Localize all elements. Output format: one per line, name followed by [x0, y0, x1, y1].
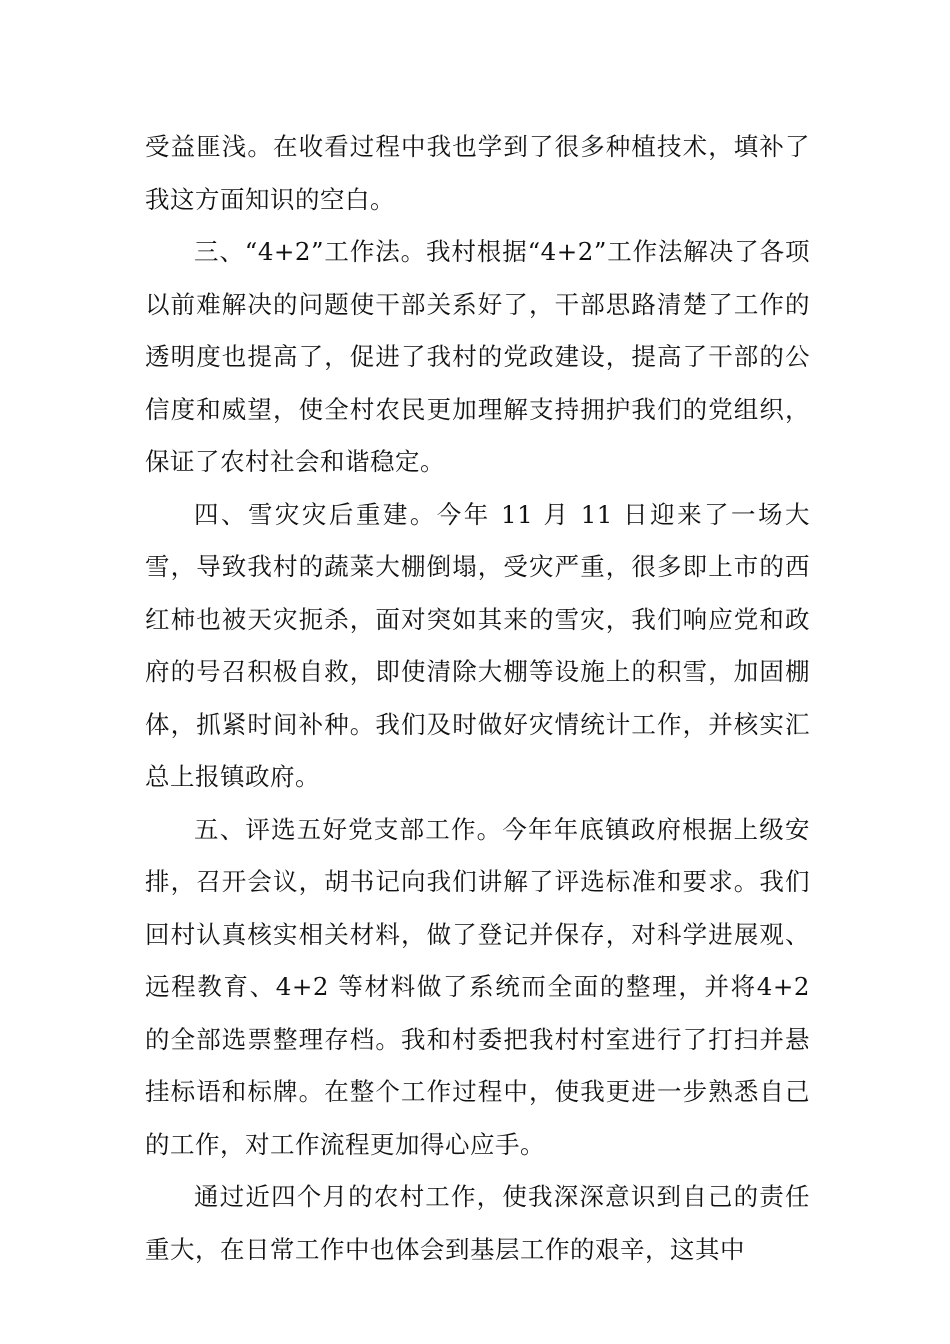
paragraph-section-four — [145, 489, 810, 804]
text-line: 悉自己的工作，对工作流程更加得心应手。 — [145, 1077, 811, 1159]
text-line: 通过近四个月的农村工作，使我深深意识到自己的责 — [194, 1182, 785, 1211]
text-line: 各项以前难解决的问题使干部关系好了，干部思路清楚了 — [145, 237, 811, 319]
text-line: 我们回村认真核实相关材料，做了登记并保存，对科学进 — [145, 867, 811, 949]
text-line: 工作的透明度也提高了，促进了我村的党政建设，提高了 — [145, 289, 811, 371]
paragraph-section-three — [145, 226, 810, 489]
text-line: 五、评选五好党支部工作。今年年底镇政府根据上级 — [194, 814, 785, 844]
text-line: 受益匪浅。在收看过程中我也学到了很多种植技术，填补 — [145, 132, 785, 161]
text-line: 并悬挂标语和标牌。在整个工作过程中，使我更进一步熟 — [145, 1024, 811, 1106]
text-line: 展观、远程教育、4+2 等材料做了系统而全面的整理，并将 — [145, 919, 811, 1001]
text-line: 府的号召积极自救，即使清除大棚等设施上的积雪，加固 — [145, 657, 785, 686]
text-line: 安排，召开会议，胡书记向我们讲解了评选标准和要求。 — [145, 814, 810, 896]
text-line: 的党组织，保证了农村社会和谐稳定。 — [145, 394, 811, 476]
text-line: 导致我村的蔬菜大棚倒塌，受灾严重，很多即上市的西红 — [145, 552, 811, 634]
text-line: 了我这方面知识的空白。 — [145, 132, 810, 214]
paragraph-summary — [145, 1171, 810, 1276]
text-line: 实汇总上报镇政府。 — [145, 709, 811, 791]
text-line: 柿也被天灾扼杀，面对突如其来的雪灾，我们响应党和政 — [170, 604, 811, 634]
text-line: 干部的公信度和威望，使全村农民更加理解支持拥护我们 — [145, 342, 811, 424]
document-body — [145, 121, 810, 1276]
paragraph-section-five — [145, 804, 810, 1172]
text-line: 任重大，在日常工作中也体会到基层工作的艰辛，这其中 — [145, 1182, 810, 1264]
text-line: 三、“4+2”工作法。我村根据“4+2”工作法解决了 — [194, 237, 760, 266]
paragraph-continuation — [145, 121, 810, 226]
text-line: 4+2 的全部选票整理存档。我和村委把我村村室进行了打扫 — [145, 972, 810, 1054]
text-line: 棚体，抓紧时间补种。我们及时做好灾情统计工作，并核 — [145, 657, 810, 739]
text-line: 四、雪灾灾后重建。今年 11 月 11 日迎来了一场大雪， — [145, 499, 810, 581]
